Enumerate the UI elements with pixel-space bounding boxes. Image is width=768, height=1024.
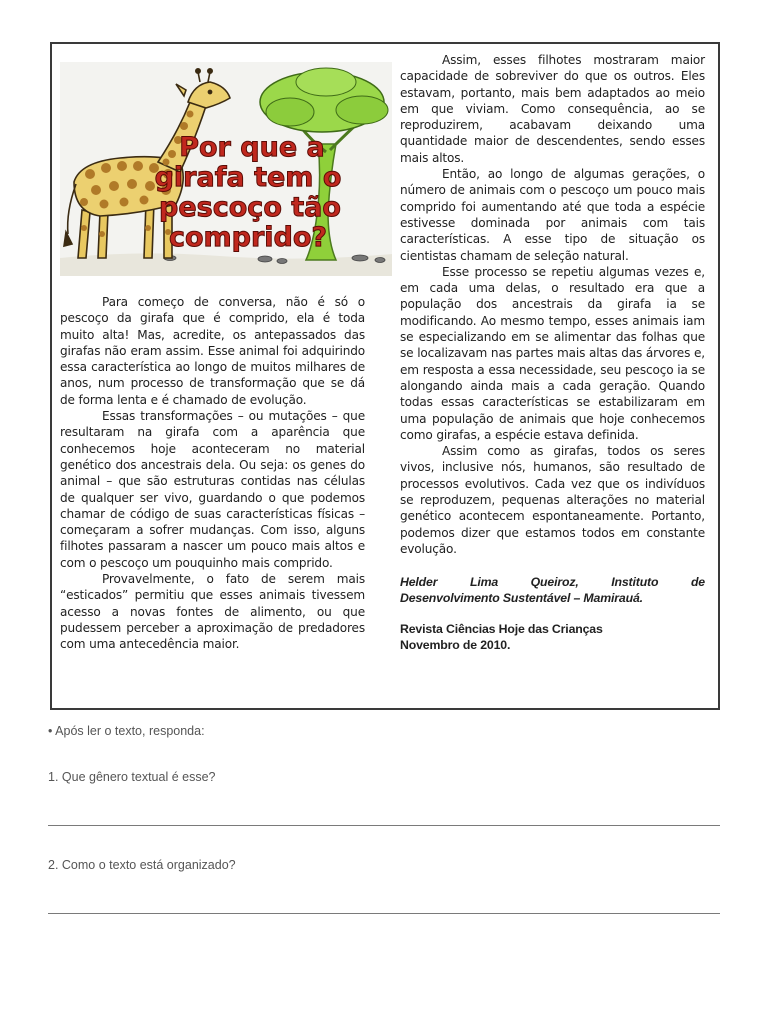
giraffe-tree-drawing (60, 62, 392, 276)
illustration-title (155, 132, 342, 253)
article-paragraph: Assim como as girafas, todos os seres vivos, inclusive nós, humanos, são resultado de processos evolutivos. Cada vez que os indivíduos se reproduzem, pequenas alterações no material genético acontecem espontaneamente. Portanto, podemos dizer que estamos todos em constante evolução. (400, 444, 705, 556)
author-line: Desenvolvimento Sustentável – Mamirauá. (400, 590, 643, 605)
answer-line-1[interactable] (48, 825, 720, 826)
author-line: Helder Lima Queiroz, Instituto de (400, 575, 705, 590)
author-credit (400, 575, 705, 606)
article-right-column (400, 52, 705, 653)
article-scan (50, 42, 720, 710)
source-line: Novembro de 2010. (400, 637, 511, 652)
question-2: 2. Como o texto está organizado? (48, 858, 236, 872)
question-1: 1. Que gênero textual é esse? (48, 770, 216, 784)
article-paragraph: Essas transformações – ou mutações – que resultaram na girafa com a aparência que conhecemos hoje aconteceram no material genético dos ancestrais dela. Ou seja: os genes do animal – que são estruturas contidas nas células de qualquer ser vivo, guardando o que podemos chamar de código de suas características físicas – começaram a sofrer mudanças. Com isso, alguns filhotes passaram a nascer um pouco mais altos e com o pescoço um pouquinho mais comprido. (60, 409, 365, 570)
illustration-title-line: Por que a (179, 132, 325, 163)
article-paragraph: Provavelmente, o fato de serem mais “esticados” permitiu que esses animais tivessem acesso a novas fontes de alimento, ou que pudessem perceber a aproximação de predadores com uma antecedência maior. (60, 572, 365, 652)
source-line: Revista Ciências Hoje das Crianças (400, 622, 603, 637)
article-left-column (60, 294, 365, 653)
illustration-title-line: comprido? (168, 222, 328, 253)
article-paragraph: Esse processo se repetiu algumas vezes e, em cada uma delas, o resultado era que a população dos ancestrais da girafa ia se modificando. Ao mesmo tempo, esses animais iam se especializando em se alimentar das folhas que se localizavam nas partes mais altas das árvores e, em resposta a essa necessidade, seu pescoço ia se alongando ainda mais a cada geração. Quando todas essas características se estabilizaram em uma população de animais que hoje conhecemos como girafas, a espécie estava definida. (400, 264, 705, 442)
illustration-title-line: pescoço tão (159, 192, 341, 223)
article-paragraph: Então, ao longo de algumas gerações, o número de animais com o pescoço um pouco mais comprido foi aumentando até que toda a espécie estivesse dominada por animais com tais características. A esse tipo de situação os cientistas chamam de seleção natural. (400, 167, 705, 263)
worksheet-intro: • Após ler o texto, responda: (48, 724, 205, 738)
giraffe-illustration (60, 62, 392, 276)
article-paragraph: Assim, esses filhotes mostraram maior capacidade de sobreviver do que os outros. Eles estavam, portanto, mais bem adaptados ao meio em que viviam. Como consequência, ao se reproduzirem, acabavam deixando uma quantidade maior de descendentes, sendo esses mais altos. (400, 53, 705, 165)
source-credit (400, 622, 705, 653)
illustration-title-line: girafa tem o (154, 162, 342, 193)
article-paragraph: Para começo de conversa, não é só o pescoço da girafa que é comprido, ela é toda muito alta! Mas, acredite, os antepassados das girafas não eram assim. Esse animal foi adquirindo essa característica ao longo de muitos milhares de anos, num processo de transformação que se dá de forma lenta e é chamado de evolução. (60, 295, 365, 407)
answer-line-2[interactable] (48, 913, 720, 914)
